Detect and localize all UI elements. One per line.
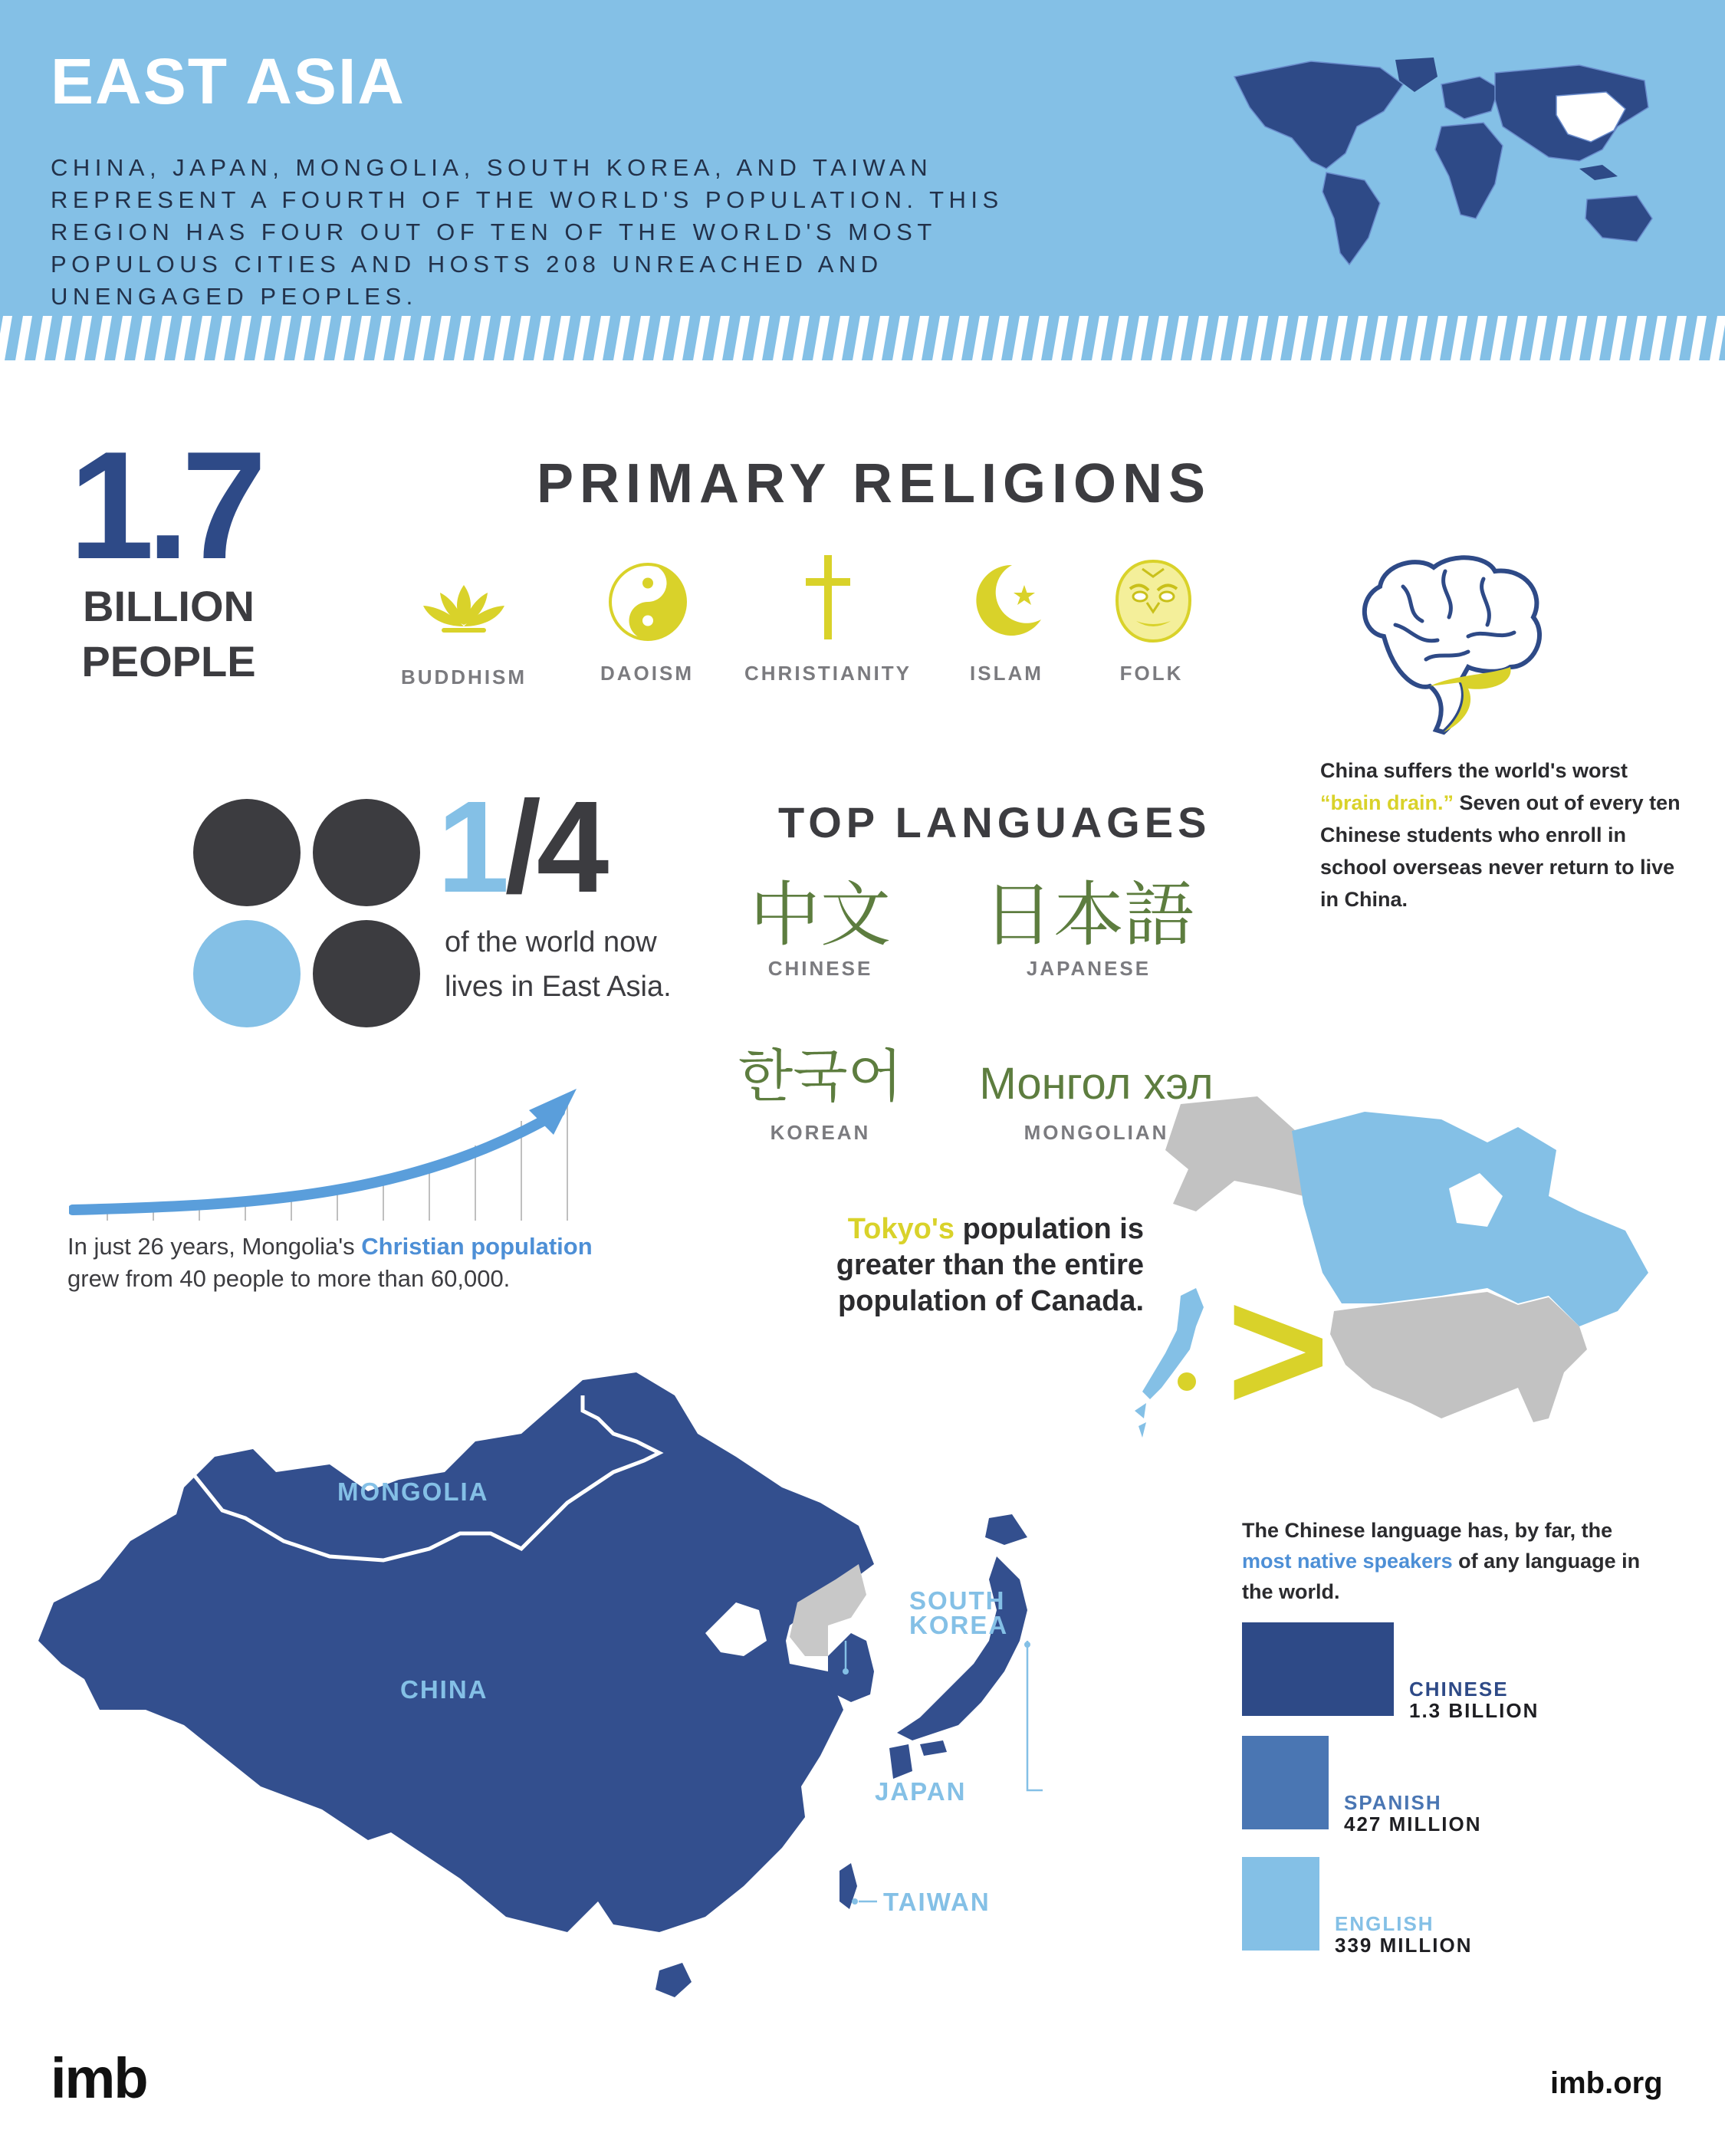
alaska-map bbox=[1165, 1096, 1303, 1211]
map-label-china: CHINA bbox=[400, 1675, 488, 1704]
religion-label-islam: ISLAM bbox=[970, 662, 1043, 685]
population-circle bbox=[313, 799, 420, 906]
mongolian-glyph: Монгол хэл bbox=[979, 1059, 1214, 1109]
japan-honshu bbox=[897, 1556, 1027, 1740]
language-label-korean: KOREAN bbox=[770, 1121, 871, 1144]
fraction-slash: / bbox=[504, 774, 537, 920]
cross-icon bbox=[804, 555, 852, 643]
brain-drain-text bbox=[1320, 754, 1681, 915]
growth-highlight: Christian population bbox=[361, 1233, 593, 1260]
usa-map bbox=[1330, 1292, 1587, 1422]
site-url[interactable]: imb.org bbox=[1550, 2066, 1663, 2100]
quarter-text: of the world now lives in East Asia. bbox=[445, 926, 672, 1003]
mask-icon bbox=[1113, 558, 1194, 648]
language-label-chinese: CHINESE bbox=[767, 957, 873, 980]
south-korea-region bbox=[828, 1633, 874, 1702]
tokyo-highlight: Tokyo's bbox=[847, 1213, 955, 1245]
bar-value-chinese: 1.3 BILLION bbox=[1409, 1699, 1539, 1722]
religion-label-buddhism: BUDDHISM bbox=[400, 666, 527, 689]
brain-drain-highlight: “brain drain.” bbox=[1320, 791, 1454, 814]
world-map-icon bbox=[1219, 54, 1664, 280]
stripe-divider bbox=[0, 316, 1725, 360]
map-label-south-korea bbox=[909, 1586, 1009, 1639]
tokyo-canada-comparison bbox=[1119, 1096, 1671, 1468]
language-label-mongolian: MONGOLIAN bbox=[1024, 1121, 1169, 1144]
language-label-japanese: JAPANESE bbox=[1026, 957, 1152, 980]
bar-value-english: 339 MILLION bbox=[1335, 1934, 1473, 1957]
korean-glyph: 한국어 bbox=[738, 1043, 903, 1109]
growth-text-end: grew from 40 people to more than 60,000. bbox=[67, 1265, 511, 1292]
japan-hokkaido bbox=[985, 1514, 1027, 1545]
greater-than-symbol: > bbox=[1227, 1251, 1330, 1448]
religion-label-daoism: DAOISM bbox=[600, 662, 694, 685]
religion-label-christianity: CHRISTIANITY bbox=[744, 662, 912, 685]
religion-label-folk: FOLK bbox=[1119, 662, 1184, 685]
map-label-japan: JAPAN bbox=[875, 1777, 967, 1806]
crescent-star-icon bbox=[972, 562, 1049, 643]
imb-logo: imb bbox=[51, 2046, 147, 2110]
fraction-denominator: 4 bbox=[536, 774, 605, 920]
map-label-taiwan: TAIWAN bbox=[883, 1888, 991, 1916]
tokyo-dot bbox=[1178, 1372, 1196, 1391]
population-label-line2: PEOPLE bbox=[81, 637, 256, 685]
speakers-text bbox=[1242, 1515, 1641, 1607]
population-label bbox=[77, 579, 261, 689]
bar-value-spanish: 427 MILLION bbox=[1344, 1813, 1482, 1836]
quarter-fraction bbox=[437, 774, 605, 920]
population-label-line1: BILLION bbox=[83, 582, 255, 630]
bar-chinese bbox=[1242, 1622, 1394, 1716]
brain-drain-text-end: Seven out of every ten Chinese students who enroll in school overseas never return to live in China. bbox=[1320, 791, 1681, 911]
bar-label-english: ENGLISH bbox=[1335, 1912, 1434, 1935]
hainan-island bbox=[656, 1963, 692, 1997]
religions-title: PRIMARY RELIGIONS bbox=[537, 453, 1212, 514]
bar-spanish bbox=[1242, 1736, 1329, 1829]
population-circle bbox=[193, 799, 301, 906]
bar-english bbox=[1242, 1857, 1319, 1951]
map-label-south-korea-line2: KOREA bbox=[909, 1611, 1009, 1639]
east-asia-map bbox=[31, 1349, 1104, 2028]
bar-label-spanish: SPANISH bbox=[1344, 1791, 1442, 1814]
population-circle-highlight bbox=[193, 920, 301, 1027]
languages-title: TOP LANGUAGES bbox=[778, 798, 1211, 846]
growth-text-start: In just 26 years, Mongolia's bbox=[67, 1233, 362, 1260]
population-circle bbox=[313, 920, 420, 1027]
population-number: 1.7 bbox=[69, 420, 260, 591]
japan-shikoku bbox=[920, 1740, 947, 1756]
japan-kyushu bbox=[889, 1744, 912, 1779]
tokyo-text-body: population is greater than the entire population of Canada. bbox=[836, 1213, 1144, 1317]
tokyo-text bbox=[828, 1211, 1144, 1320]
page-description: CHINA, JAPAN, MONGOLIA, SOUTH KOREA, AND TAIWAN REPRESENT A FOURTH OF THE WORLD'S POPULATION. THIS REGION HAS FOUR OUT OF TEN OF THE WORLD'S MOST POPULOUS CITIES AND HOSTS 208 UNREACHED AND UNENGAGED PEOPLES. bbox=[51, 154, 1004, 310]
page-title: EAST ASIA bbox=[51, 45, 406, 117]
fraction-numerator: 1 bbox=[437, 774, 505, 920]
map-label-mongolia: MONGOLIA bbox=[337, 1477, 489, 1506]
growth-arrow-graphic bbox=[69, 1081, 590, 1231]
brain-icon bbox=[1353, 552, 1552, 740]
chinese-glyph: 中文 bbox=[749, 876, 891, 955]
speakers-highlight: most native speakers bbox=[1242, 1550, 1453, 1573]
speakers-text-end: of any language in the world. bbox=[1242, 1550, 1641, 1603]
japanese-glyph: 日本語 bbox=[982, 876, 1194, 955]
brain-drain-text-start: China suffers the world's worst bbox=[1320, 759, 1628, 782]
quarter-circles-graphic bbox=[192, 797, 422, 1031]
map-label-south-korea-line1: SOUTH bbox=[909, 1586, 1006, 1615]
speakers-text-start: The Chinese language has, by far, the bbox=[1242, 1519, 1613, 1542]
lotus-icon bbox=[420, 579, 508, 644]
growth-text bbox=[67, 1231, 650, 1295]
bar-label-chinese: CHINESE bbox=[1409, 1678, 1509, 1701]
yin-yang-icon bbox=[608, 562, 688, 646]
